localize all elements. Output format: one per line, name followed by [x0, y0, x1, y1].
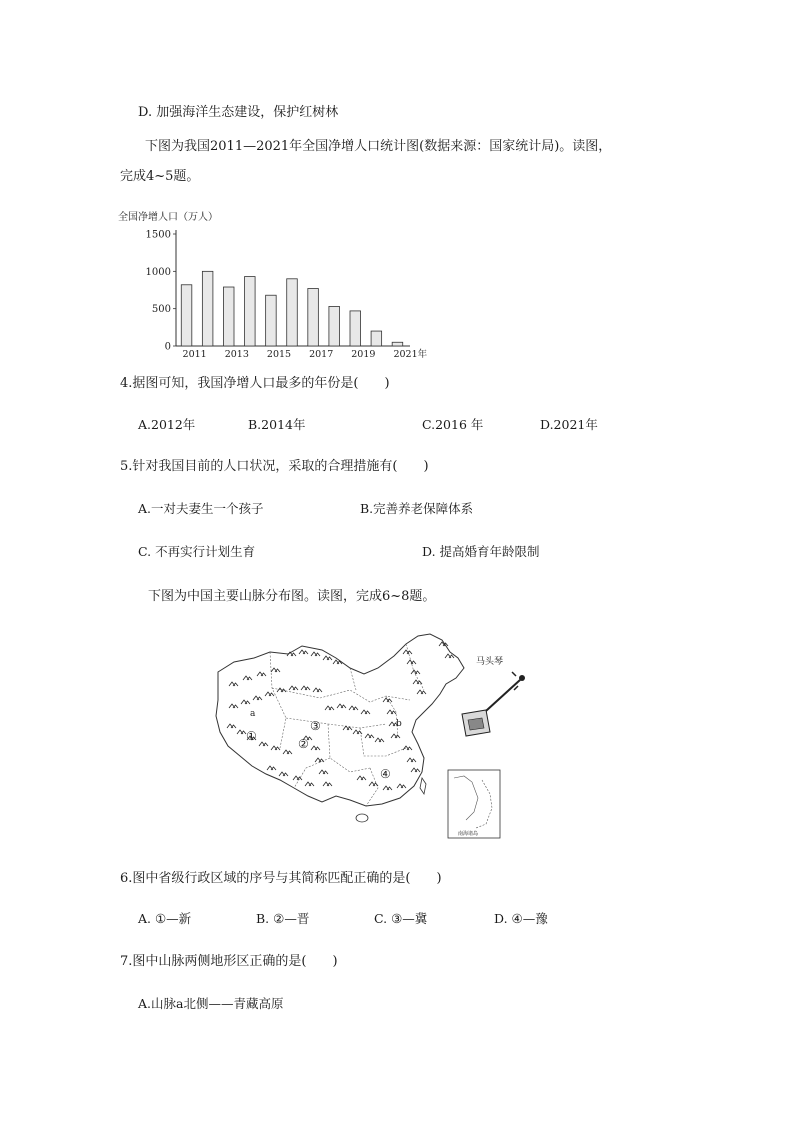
y-tick-label: 500 — [151, 304, 171, 316]
q4-option-d[interactable]: D.2021年 — [540, 417, 598, 432]
bar-2012 — [202, 271, 213, 346]
x-tick-label: 2017 — [309, 349, 334, 360]
q6-option-d[interactable]: D. ④—豫 — [494, 911, 548, 926]
bar-2021 — [392, 342, 403, 346]
x-tick-label: 2019 — [351, 349, 376, 360]
x-tick-label: 2011 — [182, 349, 207, 360]
bar-2013 — [223, 287, 234, 346]
taiwan-island — [420, 778, 426, 794]
q5-option-c[interactable]: C. 不再实行计划生育 — [138, 544, 256, 559]
q3-option-d: D. 加强海洋生态建设，保护红树林 — [138, 105, 339, 120]
x-tick-label: 2021年 — [393, 349, 428, 360]
x-tick-label: 2015 — [266, 349, 292, 360]
province-marker-1: ① — [246, 729, 257, 743]
y-tick-label: 0 — [164, 341, 171, 353]
bar-2011 — [181, 285, 192, 346]
q4-option-c[interactable]: C.2016 年 — [422, 417, 484, 432]
q6-stem: 6.图中省级行政区域的序号与其简称匹配正确的是( ) — [120, 871, 442, 886]
q5-option-d[interactable]: D. 提高婚育年龄限制 — [422, 544, 540, 559]
matouqin-instrument-icon — [462, 672, 525, 736]
q4-option-b[interactable]: B.2014年 — [248, 417, 306, 432]
y-tick-label: 1500 — [145, 229, 171, 241]
q5-option-a[interactable]: A.一对夫妻生一个孩子 — [138, 501, 264, 516]
chart-ylabel: 全国净增人口（万人） — [118, 212, 218, 223]
bar-2017 — [308, 289, 319, 346]
hainan-island — [356, 814, 368, 822]
province-marker-4: ④ — [380, 767, 391, 781]
province-marker-3: ③ — [310, 719, 321, 733]
intro-line-2: 完成4~5题。 — [120, 169, 200, 184]
china-mountains-map — [210, 628, 530, 840]
intro-2: 下图为中国主要山脉分布图。读图，完成6~8题。 — [148, 589, 436, 604]
mountain-label-b: b — [396, 719, 402, 729]
q4-option-a[interactable]: A.2012年 — [138, 417, 196, 432]
q7-option-a[interactable]: A.山脉a北侧——青藏高原 — [138, 996, 284, 1011]
province-marker-2: ② — [298, 737, 309, 751]
q5-stem: 5.针对我国目前的人口状况，采取的合理措施有( ) — [120, 459, 429, 474]
intro-line-1: 下图为我国2011—2021年全国净增人口统计图(数据来源：国家统计局)。读图， — [145, 139, 612, 154]
bar-2016 — [287, 279, 298, 346]
y-tick-label: 1000 — [145, 266, 171, 278]
q5-option-b[interactable]: B.完善养老保障体系 — [360, 501, 474, 516]
bar-2019 — [350, 311, 361, 346]
bar-2014 — [245, 277, 256, 346]
q6-option-c[interactable]: C. ③—冀 — [374, 911, 428, 926]
q6-option-b[interactable]: B. ②—晋 — [256, 911, 310, 926]
inset-label: 南海诸岛 — [458, 831, 479, 837]
x-tick-label: 2013 — [224, 349, 249, 360]
bar-2018 — [329, 306, 340, 346]
instrument-label: 马头琴 — [476, 657, 504, 667]
mountain-label-a: a — [250, 709, 256, 719]
bar-2020 — [371, 331, 382, 346]
net-population-bar-chart — [112, 206, 428, 362]
bar-2015 — [266, 295, 277, 346]
q7-stem: 7.图中山脉两侧地形区正确的是( ) — [120, 954, 338, 969]
q6-option-a[interactable]: A. ①—新 — [138, 911, 192, 926]
china-outline — [216, 634, 464, 806]
q4-stem: 4.据图可知，我国净增人口最多的年份是( ) — [120, 376, 390, 391]
south-sea-inset — [448, 770, 500, 838]
